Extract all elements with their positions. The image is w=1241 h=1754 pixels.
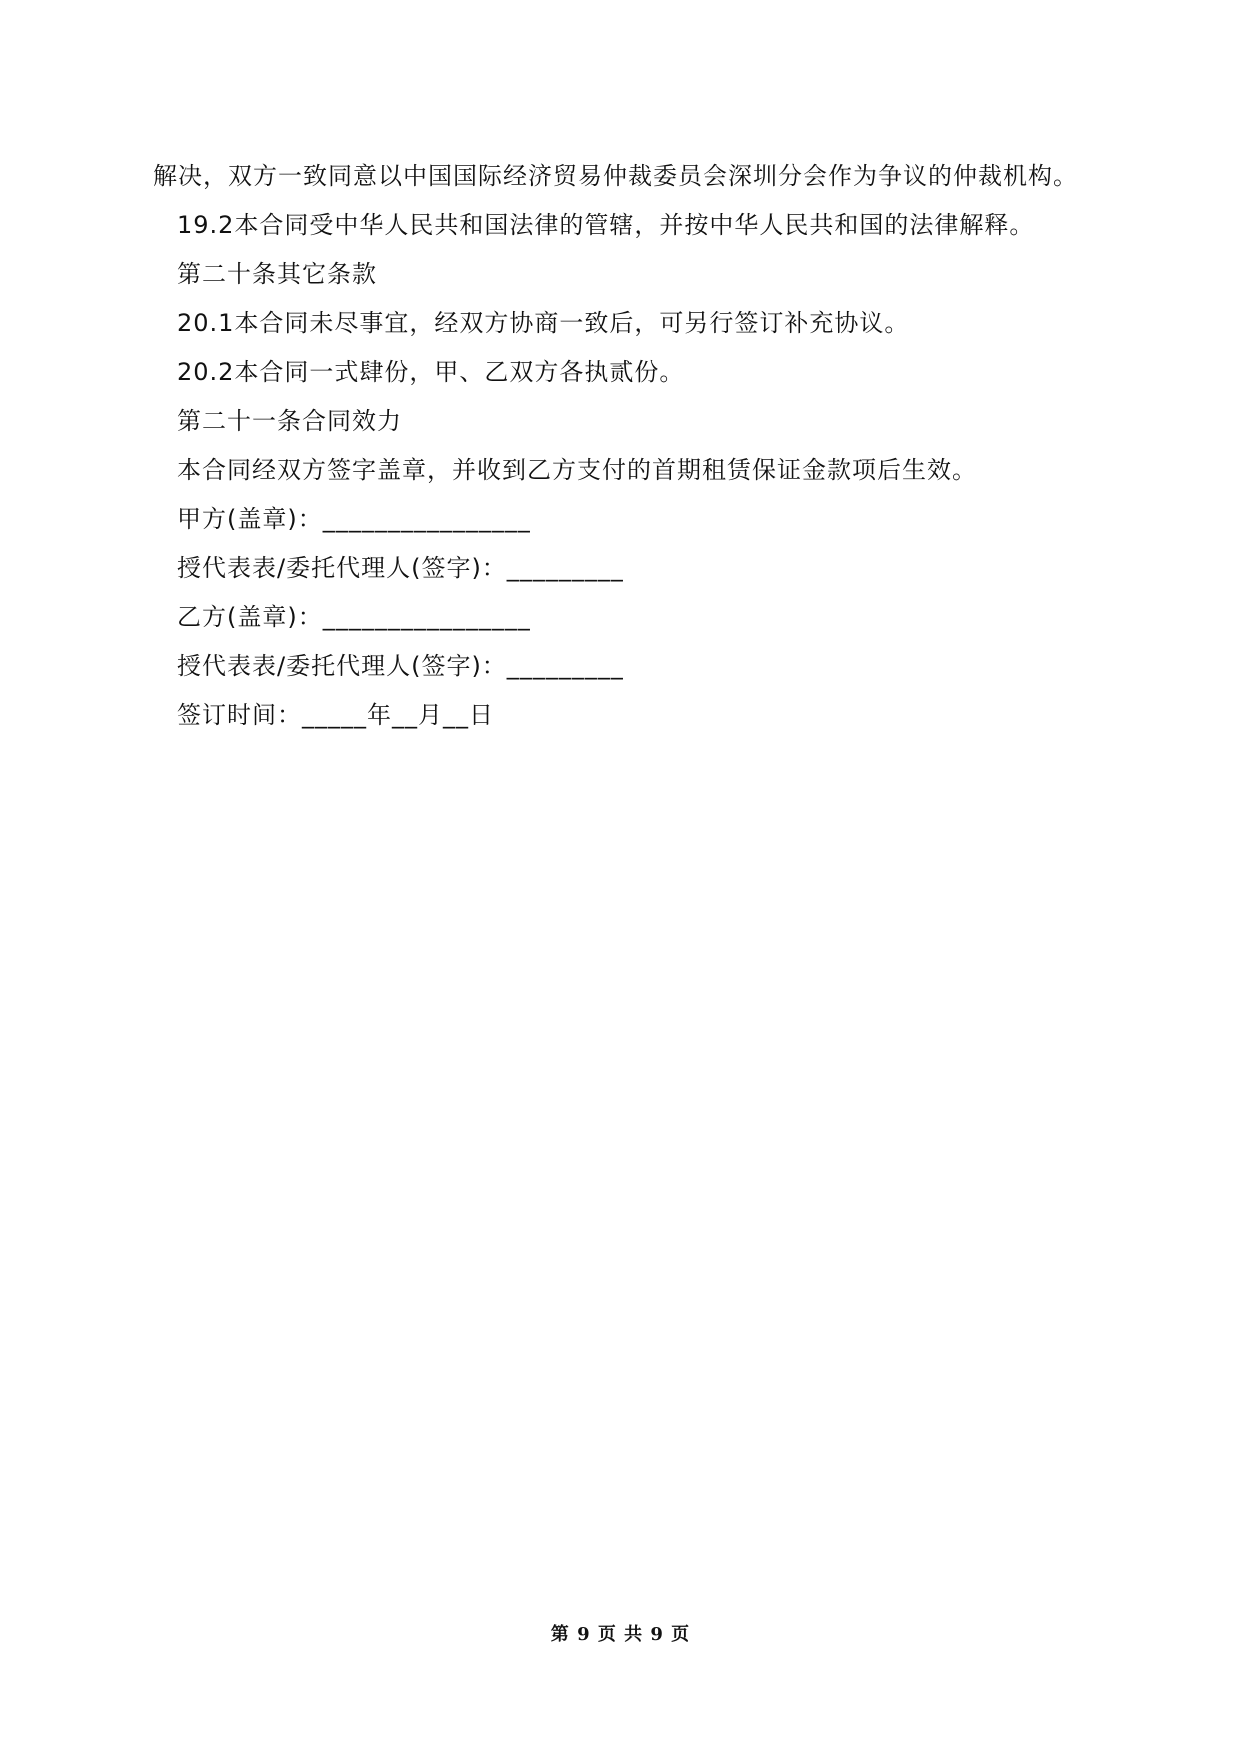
clause-19-2: 19.2本合同受中华人民共和国法律的管辖，并按中华人民共和国的法律解释。: [177, 211, 1035, 239]
arbitration-clause-continuation: 解决，双方一致同意以中国国际经济贸易仲裁委员会深圳分会作为争议的仲裁机构。: [153, 162, 1078, 190]
party-b-seal-line: 乙方(盖章)：________________: [177, 603, 531, 631]
clause-20-2: 20.2本合同一式肆份，甲、乙双方各执贰份。: [177, 358, 685, 386]
contract-effect-text: 本合同经双方签字盖章，并收到乙方支付的首期租赁保证金款项后生效。: [177, 456, 977, 484]
party-a-representative-line: 授代表表/委托代理人(签字)：_________: [177, 554, 624, 582]
party-a-seal-line: 甲方(盖章)：________________: [177, 505, 531, 533]
signing-date-line: 签订时间：_____年__月__日: [177, 701, 494, 729]
article-20-heading: 第二十条其它条款: [177, 260, 377, 288]
article-21-heading: 第二十一条合同效力: [177, 407, 402, 435]
page-number-footer: 第 9 页 共 9 页: [550, 1624, 691, 1645]
clause-20-1: 20.1本合同未尽事宜，经双方协商一致后，可另行签订补充协议。: [177, 309, 910, 337]
contract-body: [153, 152, 1093, 740]
party-b-representative-line: 授代表表/委托代理人(签字)：_________: [177, 652, 624, 680]
